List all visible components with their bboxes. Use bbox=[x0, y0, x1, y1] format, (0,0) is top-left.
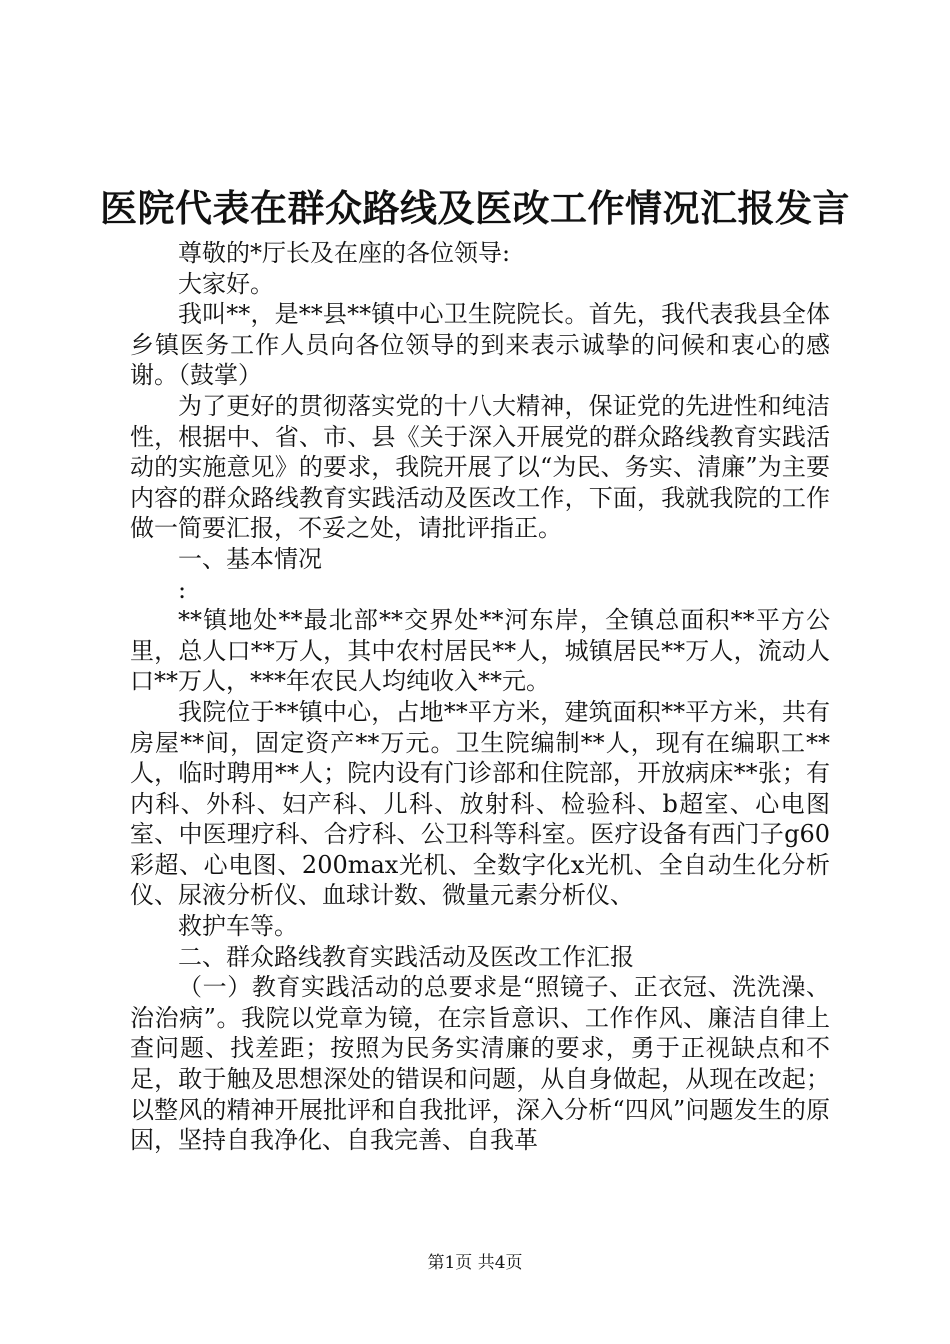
paragraph-colon: : bbox=[178, 575, 187, 604]
document-title: 医院代表在群众路线及医改工作情况汇报发言 bbox=[100, 186, 850, 230]
paragraph-greeting: 大家好。 bbox=[178, 269, 274, 298]
paragraph-hospital-overview: 我院位于**镇中心，占地**平方米，建筑面积**平方米，共有房屋**间，固定资产**万元。卫生院编制**人，现有在编职工**人，临时聘用**人；院内设有门诊部和住院部，开放病床**张；有内科、外科、妇产科、儿科、放射科、检验科、b超室、心电图室、中医理疗科、合疗科、公卫科等科室。医疗设备有西门子g60彩超、心电图、200max光机、全数字化x光机、全自动生化分析仪、尿液分析仪、血球计数、微量元素分析仪、 bbox=[130, 697, 830, 910]
paragraph-town-overview: **镇地处**最北部**交界处**河东岸，全镇总面积**平方公里，总人口**万人，其中农村居民**人，城镇居民**万人，流动人口**万人，***年农民人均纯收入**元。 bbox=[130, 606, 830, 696]
section-heading-report: 二、群众路线教育实践活动及医改工作汇报 bbox=[178, 942, 634, 971]
paragraph-ambulance: 救护车等。 bbox=[178, 912, 298, 941]
paragraph-introduction: 我叫**，是**县**镇中心卫生院院长。首先，我代表我县全体乡镇医务工作人员向各位领导的到来表示诚挚的问候和衷心的感谢。（鼓掌） bbox=[130, 300, 830, 390]
document-body bbox=[130, 238, 830, 1156]
paragraph-salutation: 尊敬的*厅长及在座的各位领导: bbox=[178, 239, 511, 267]
page-footer: 第1页 共4页 bbox=[427, 1253, 523, 1273]
paragraph-practice-requirements: （一）教育实践活动的总要求是“照镜子、正衣冠、洗洗澡、治治病”。我院以党章为镜，在宗旨意识、工作作风、廉洁自律上查问题、找差距；按照为民务实清廉的要求，勇于正视缺点和不足，敢于触及思想深处的错误和问题，从自身做起，从现在改起；以整风的精神开展批评和自我批评，深入分析“四风”问题发生的原因，坚持自我净化、自我完善、自我革 bbox=[130, 973, 830, 1155]
paragraph-purpose: 为了更好的贯彻落实党的十八大精神，保证党的先进性和纯洁性，根据中、省、市、县《关于深入开展党的群众路线教育实践活动的实施意见》的要求，我院开展了以“为民、务实、清廉”为主要内容的群众路线教育实践活动及医改工作，下面，我就我院的工作做一简要汇报，不妥之处，请批评指正。 bbox=[130, 391, 830, 543]
section-heading-basic-info: 一、基本情况 bbox=[178, 544, 322, 573]
